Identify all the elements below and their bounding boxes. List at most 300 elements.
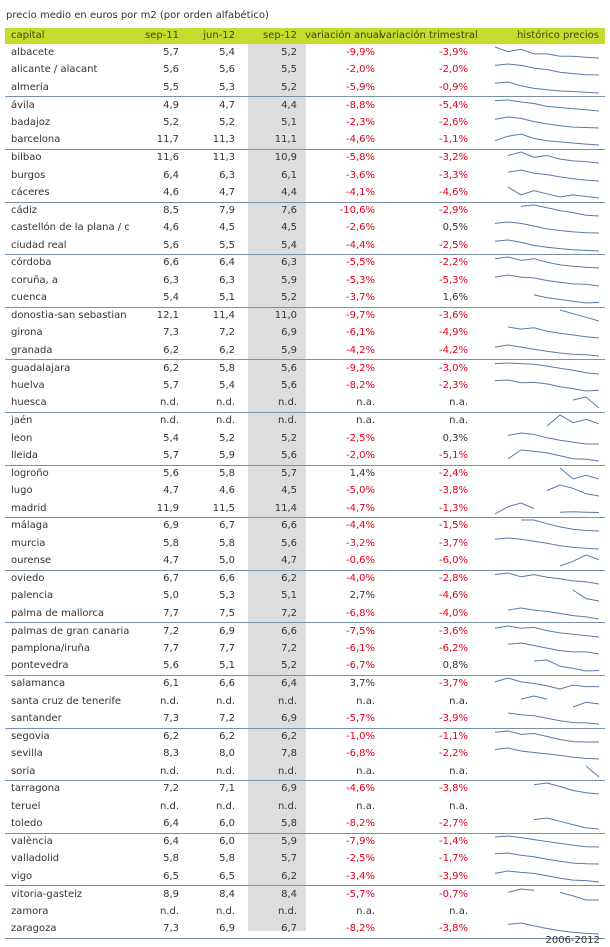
cell-variacion-anual: -0,6% [345, 555, 375, 567]
table-row[interactable] [5, 412, 605, 429]
historico-sparkline [493, 710, 601, 727]
cell-capital: córdoba [11, 257, 52, 269]
cell-variacion-anual: n.a. [356, 415, 375, 427]
cell-jun-12: 4,5 [219, 222, 235, 234]
cell-sep-12: 6,2 [281, 870, 297, 882]
cell-variacion-trimestral: -1,1% [438, 730, 468, 742]
cell-sep-11: n.d. [159, 695, 179, 707]
cell-variacion-anual: -4,4% [345, 520, 375, 532]
cell-variacion-trimestral: n.a. [449, 800, 468, 812]
historico-sparkline [493, 307, 601, 324]
table-row[interactable] [5, 815, 605, 832]
historico-sparkline [493, 886, 601, 903]
cell-capital: salamanca [11, 678, 66, 690]
sparkline-segment [560, 468, 599, 479]
sparkline-segment [508, 450, 599, 461]
cell-jun-12: 6,5 [219, 870, 235, 882]
cell-capital: murcia [11, 537, 46, 549]
cell-jun-12: 6,4 [219, 257, 235, 269]
cell-jun-12: 6,3 [219, 169, 235, 181]
cell-sep-12: 6,2 [281, 730, 297, 742]
cell-capital: soria [11, 765, 36, 777]
cell-capital: tarragona [11, 783, 61, 795]
cell-sep-12: 11,1 [274, 134, 297, 146]
table-row[interactable] [5, 886, 605, 903]
cell-sep-11: 7,2 [163, 625, 179, 637]
table-row[interactable] [5, 903, 605, 920]
table-row[interactable] [5, 360, 605, 377]
cell-variacion-anual: -5,3% [345, 274, 375, 286]
cell-variacion-anual: -9,7% [345, 310, 375, 321]
cell-sep-12: 5,9 [281, 344, 297, 356]
cell-capital: valència [11, 836, 53, 847]
cell-variacion-trimestral: -3,9% [438, 713, 468, 724]
cell-jun-12: 6,2 [219, 344, 235, 356]
cell-capital: madrid [11, 502, 47, 514]
cell-variacion-anual: -5,9% [345, 81, 375, 93]
cell-sep-11: 8,5 [163, 204, 179, 216]
cell-sep-12: 4,5 [281, 222, 297, 234]
cell-sep-11: 7,7 [163, 607, 179, 619]
cell-sep-12: 11,4 [274, 502, 297, 514]
table-row[interactable] [5, 61, 605, 78]
table-row[interactable] [5, 430, 605, 447]
cell-jun-12: 5,6 [219, 64, 235, 76]
cell-jun-12: 6,2 [219, 730, 235, 742]
historico-sparkline [493, 500, 601, 517]
table-row[interactable] [5, 289, 605, 306]
cell-jun-12: n.d. [215, 695, 235, 707]
cell-capital: cádiz [11, 204, 38, 216]
cell-jun-12: 4,7 [219, 187, 235, 198]
cell-jun-12: 8,0 [219, 748, 235, 760]
sparkline-segment [547, 415, 599, 426]
historico-sparkline [493, 815, 601, 832]
table-row[interactable] [5, 79, 605, 96]
cell-variacion-anual: -2,5% [345, 432, 375, 444]
sparkline-segment [560, 892, 599, 900]
cell-variacion-anual: -6,7% [345, 660, 375, 672]
cell-sep-12: 5,6 [281, 537, 297, 549]
cell-sep-11: 6,6 [163, 257, 179, 269]
cell-sep-11: 4,9 [163, 99, 179, 111]
cell-sep-12: 4,7 [281, 555, 297, 567]
cell-variacion-trimestral: -3,9% [438, 870, 468, 882]
cell-variacion-trimestral: -3,0% [438, 362, 468, 374]
cell-variacion-trimestral: n.a. [449, 415, 468, 427]
cell-variacion-trimestral: -3,2% [438, 152, 468, 164]
cell-sep-12: 5,8 [281, 818, 297, 830]
table-row[interactable] [5, 307, 605, 324]
header-variacion-anual[interactable]: variación anual [305, 30, 382, 41]
table-row[interactable] [5, 657, 605, 674]
table-row[interactable] [5, 693, 605, 710]
cell-jun-12: 5,2 [219, 432, 235, 444]
cell-sep-11: 8,3 [163, 748, 179, 760]
cell-capital: almería [11, 81, 49, 93]
table-row[interactable] [5, 780, 605, 797]
cell-variacion-anual: -8,2% [345, 818, 375, 830]
cell-variacion-trimestral: -2,6% [438, 117, 468, 128]
table-row[interactable] [5, 202, 605, 219]
cell-capital: pamplona/iruña [11, 643, 90, 654]
table-row[interactable] [5, 850, 605, 867]
table-row[interactable] [5, 219, 605, 236]
cell-variacion-anual: -3,4% [345, 870, 375, 882]
cell-variacion-anual: -8,8% [345, 99, 375, 111]
cell-sep-11: n.d. [159, 765, 179, 777]
table-row[interactable] [5, 587, 605, 604]
historico-sparkline [493, 833, 601, 850]
cell-variacion-trimestral: -5,1% [438, 450, 468, 461]
cell-variacion-trimestral: -1,5% [438, 520, 468, 532]
cell-sep-11: 7,7 [163, 643, 179, 654]
cell-capital: ávila [11, 99, 35, 111]
sparkline-segment [534, 660, 599, 671]
cell-sep-12: 5,6 [281, 380, 297, 391]
sparkline-segment [495, 626, 599, 637]
historico-sparkline [493, 202, 601, 219]
historico-sparkline [493, 131, 601, 148]
table-row[interactable] [5, 272, 605, 289]
cell-variacion-anual: -5,0% [345, 485, 375, 497]
table-row[interactable] [5, 377, 605, 394]
cell-sep-11: 5,4 [163, 432, 179, 444]
cell-sep-11: 6,3 [163, 274, 179, 286]
cell-sep-11: 5,6 [163, 64, 179, 76]
cell-capital: palmas de gran canaria [11, 625, 130, 637]
cell-variacion-anual: n.a. [356, 906, 375, 917]
cell-variacion-trimestral: -4,6% [438, 187, 468, 198]
header-variacion-trimestral[interactable]: variación trimestral [380, 30, 478, 41]
historico-sparkline [493, 289, 601, 306]
cell-capital: coruña, a [11, 274, 59, 286]
cell-variacion-trimestral: -2,0% [438, 64, 468, 76]
cell-variacion-trimestral: -5,3% [438, 274, 468, 286]
sparkline-segment [495, 871, 599, 882]
cell-sep-11: 5,7 [163, 380, 179, 391]
table-row[interactable] [5, 920, 605, 937]
header-historico-precios[interactable]: histórico precios [516, 30, 599, 41]
table-title: precio medio en euros por m2 (por orden alfabético) [6, 10, 269, 21]
cell-variacion-trimestral: n.a. [449, 765, 468, 777]
cell-sep-11: n.d. [159, 397, 179, 409]
historico-sparkline [493, 780, 601, 797]
cell-sep-12: 6,9 [281, 713, 297, 724]
cell-sep-11: 8,9 [163, 888, 179, 900]
sparkline-segment [586, 766, 599, 777]
cell-jun-12: 7,1 [219, 783, 235, 795]
cell-variacion-trimestral: -3,7% [438, 678, 468, 690]
historico-sparkline [493, 640, 601, 657]
historico-sparkline [493, 360, 601, 377]
table-row[interactable] [5, 237, 605, 254]
table-row[interactable] [5, 570, 605, 587]
table-row[interactable] [5, 640, 605, 657]
table-row[interactable] [5, 184, 605, 201]
cell-jun-12: 6,7 [219, 520, 235, 532]
cell-jun-12: 5,8 [219, 467, 235, 479]
sparkline-segment [495, 678, 599, 689]
cell-sep-11: 5,4 [163, 292, 179, 304]
table-row[interactable] [5, 500, 605, 517]
sparkline-segment [508, 889, 534, 892]
cell-variacion-trimestral: -1,1% [438, 134, 468, 146]
historico-sparkline [493, 903, 601, 920]
table-row[interactable] [5, 324, 605, 341]
cell-variacion-trimestral: n.a. [449, 695, 468, 707]
table-row[interactable] [5, 763, 605, 780]
cell-jun-12: 5,3 [219, 590, 235, 602]
cell-sep-11: 4,6 [163, 222, 179, 234]
cell-capital: cuenca [11, 292, 47, 304]
cell-capital: jaén [11, 415, 33, 427]
cell-sep-12: n.d. [277, 906, 297, 917]
cell-variacion-anual: -8,2% [345, 380, 375, 391]
cell-variacion-trimestral: -1,7% [438, 853, 468, 865]
cell-capital: castellón de la plana / c [11, 222, 130, 234]
cell-variacion-anual: -2,3% [345, 117, 375, 128]
cell-variacion-trimestral: -3,8% [438, 485, 468, 497]
sparkline-segment [508, 608, 599, 619]
cell-sep-11: n.d. [159, 800, 179, 812]
historico-sparkline [493, 97, 601, 114]
table-row[interactable] [5, 552, 605, 569]
sparkline-segment [508, 170, 599, 181]
historico-sparkline [493, 850, 601, 867]
cell-variacion-trimestral: -1,4% [438, 836, 468, 847]
cell-variacion-anual: -3,6% [345, 169, 375, 181]
cell-variacion-trimestral: -3,6% [438, 625, 468, 637]
table-row[interactable] [5, 868, 605, 885]
cell-variacion-trimestral: -1,3% [438, 502, 468, 514]
cell-variacion-anual: -4,1% [345, 187, 375, 198]
cell-sep-12: 6,9 [281, 783, 297, 795]
cell-variacion-trimestral: -2,4% [438, 467, 468, 479]
table-row[interactable] [5, 167, 605, 184]
cell-sep-12: 5,6 [281, 362, 297, 374]
sparkline-segment [560, 511, 599, 512]
cell-sep-11: 6,2 [163, 344, 179, 356]
cell-capital: palma de mallorca [11, 607, 105, 619]
historico-sparkline [493, 79, 601, 96]
cell-variacion-trimestral: -4,6% [438, 590, 468, 602]
sparkline-segment [560, 555, 599, 566]
header-jun-12[interactable]: jun-12 [203, 30, 235, 41]
cell-variacion-trimestral: -2,7% [438, 818, 468, 830]
cell-variacion-trimestral: -0,9% [438, 81, 468, 93]
cell-sep-11: 5,8 [163, 537, 179, 549]
cell-sep-12: 6,2 [281, 573, 297, 584]
cell-sep-12: n.d. [277, 415, 297, 427]
cell-capital: granada [11, 344, 53, 356]
cell-variacion-anual: -7,5% [345, 625, 375, 637]
table-row[interactable] [5, 447, 605, 464]
header-sep-12[interactable]: sep-12 [262, 30, 297, 41]
cell-sep-12: 6,6 [281, 625, 297, 637]
cell-sep-11: 6,4 [163, 818, 179, 830]
cell-sep-11: 4,7 [163, 485, 179, 497]
historico-sparkline [493, 728, 601, 745]
table-row[interactable] [5, 114, 605, 131]
cell-jun-12: n.d. [215, 800, 235, 812]
table-row[interactable] [5, 482, 605, 499]
sparkline-segment [495, 64, 599, 75]
table-row[interactable] [5, 728, 605, 745]
historico-sparkline [493, 745, 601, 762]
historico-sparkline [493, 693, 601, 710]
cell-capital: huelva [11, 380, 45, 391]
cell-jun-12: 6,6 [219, 573, 235, 584]
cell-variacion-trimestral: -3,6% [438, 310, 468, 321]
cell-sep-11: 5,2 [163, 117, 179, 128]
cell-jun-12: 7,2 [219, 713, 235, 724]
sparkline-segment [560, 310, 599, 321]
cell-jun-12: 6,0 [219, 836, 235, 847]
cell-capital: zamora [11, 906, 49, 917]
cell-sep-12: n.d. [277, 800, 297, 812]
historico-sparkline [493, 868, 601, 885]
cell-jun-12: 6,3 [219, 274, 235, 286]
cell-sep-12: 10,9 [274, 152, 297, 164]
cell-sep-12: 4,4 [281, 99, 297, 111]
cell-sep-12: 5,7 [281, 467, 297, 479]
cell-jun-12: 5,8 [219, 853, 235, 865]
historico-sparkline [493, 377, 601, 394]
cell-sep-12: 4,4 [281, 187, 297, 198]
table-header [5, 28, 605, 44]
table-row[interactable] [5, 394, 605, 411]
table-row[interactable] [5, 342, 605, 359]
cell-jun-12: 5,0 [219, 555, 235, 567]
table-row[interactable] [5, 605, 605, 622]
cell-capital: toledo [11, 818, 43, 830]
table-row[interactable] [5, 465, 605, 482]
table-row[interactable] [5, 131, 605, 148]
cell-capital: burgos [11, 169, 46, 181]
sparkline-segment [495, 345, 599, 356]
cell-jun-12: n.d. [215, 397, 235, 409]
cell-jun-12: 5,2 [219, 117, 235, 128]
cell-variacion-anual: 2,7% [349, 590, 375, 602]
cell-variacion-anual: -9,2% [345, 362, 375, 374]
cell-capital: badajoz [11, 117, 51, 128]
cell-jun-12: 7,9 [219, 204, 235, 216]
cell-sep-12: 8,4 [281, 888, 297, 900]
cell-sep-11: 6,1 [163, 678, 179, 690]
table-row[interactable] [5, 149, 605, 166]
cell-variacion-anual: -5,5% [345, 257, 375, 269]
historico-sparkline [493, 517, 601, 534]
cell-sep-12: 5,9 [281, 836, 297, 847]
historico-sparkline [493, 324, 601, 341]
cell-capital: girona [11, 327, 43, 339]
cell-jun-12: 5,3 [219, 81, 235, 93]
cell-sep-11: 7,3 [163, 327, 179, 339]
cell-sep-11: n.d. [159, 906, 179, 917]
cell-sep-12: 5,2 [281, 47, 297, 58]
historico-sparkline [493, 798, 601, 815]
cell-jun-12: 11,3 [212, 152, 235, 164]
cell-sep-11: 6,5 [163, 870, 179, 882]
cell-sep-12: n.d. [277, 695, 297, 707]
table-row[interactable] [5, 97, 605, 114]
cell-sep-12: 5,5 [281, 64, 297, 76]
cell-variacion-trimestral: 1,6% [442, 292, 468, 304]
table-row[interactable] [5, 623, 605, 640]
cell-sep-11: 5,6 [163, 660, 179, 672]
cell-variacion-anual: -4,2% [345, 344, 375, 356]
cell-capital: zaragoza [11, 923, 57, 935]
cell-variacion-trimestral: -3,9% [438, 47, 468, 58]
cell-capital: oviedo [11, 573, 45, 584]
cell-jun-12: 4,6 [219, 485, 235, 497]
cell-variacion-trimestral: -2,9% [438, 204, 468, 216]
historico-sparkline [493, 535, 601, 552]
table-row[interactable] [5, 535, 605, 552]
cell-sep-11: 6,4 [163, 169, 179, 181]
cell-sep-12: 5,9 [281, 274, 297, 286]
cell-sep-11: 6,9 [163, 520, 179, 532]
sparkline-segment [534, 783, 599, 794]
table-row[interactable] [5, 517, 605, 534]
cell-jun-12: n.d. [215, 415, 235, 427]
table-row[interactable] [5, 798, 605, 815]
cell-variacion-trimestral: -6,2% [438, 643, 468, 654]
historico-sparkline [493, 587, 601, 604]
cell-capital: leon [11, 432, 33, 444]
cell-jun-12: 11,3 [212, 134, 235, 146]
table-row[interactable] [5, 833, 605, 850]
cell-variacion-anual: -6,8% [345, 607, 375, 619]
historico-sparkline [493, 219, 601, 236]
cell-sep-12: 6,4 [281, 678, 297, 690]
cell-sep-12: 4,5 [281, 485, 297, 497]
cell-sep-12: 5,6 [281, 450, 297, 461]
cell-sep-11: n.d. [159, 415, 179, 427]
cell-variacion-anual: -4,6% [345, 783, 375, 795]
header-capital[interactable]: capital [11, 30, 45, 41]
historico-sparkline [493, 394, 601, 411]
table-row[interactable] [5, 675, 605, 692]
cell-capital: albacete [11, 47, 55, 58]
sparkline-segment [495, 100, 599, 111]
sparkline-segment [495, 836, 599, 847]
cell-variacion-trimestral: n.a. [449, 906, 468, 917]
cell-variacion-trimestral: 0,3% [442, 432, 468, 444]
cell-jun-12: 5,4 [219, 380, 235, 391]
cell-variacion-anual: -5,7% [345, 713, 375, 724]
historico-sparkline [493, 61, 601, 78]
cell-sep-11: 4,7 [163, 555, 179, 567]
cell-capital: ourense [11, 555, 52, 567]
cell-capital: santa cruz de tenerife [11, 695, 122, 707]
historico-sparkline [493, 465, 601, 482]
table-row[interactable] [5, 710, 605, 727]
header-sep-11[interactable]: sep-11 [144, 30, 179, 41]
cell-capital: barcelona [11, 134, 61, 146]
cell-jun-12: 6,9 [219, 923, 235, 935]
sparkline-segment [508, 187, 599, 198]
table-row[interactable] [5, 745, 605, 762]
cell-jun-12: 5,4 [219, 47, 235, 58]
cell-variacion-anual: n.a. [356, 800, 375, 812]
table-row[interactable] [5, 44, 605, 61]
historico-sparkline [493, 675, 601, 692]
cell-sep-11: 11,9 [156, 502, 179, 514]
table-row[interactable] [5, 254, 605, 271]
cell-variacion-trimestral: -3,7% [438, 537, 468, 549]
